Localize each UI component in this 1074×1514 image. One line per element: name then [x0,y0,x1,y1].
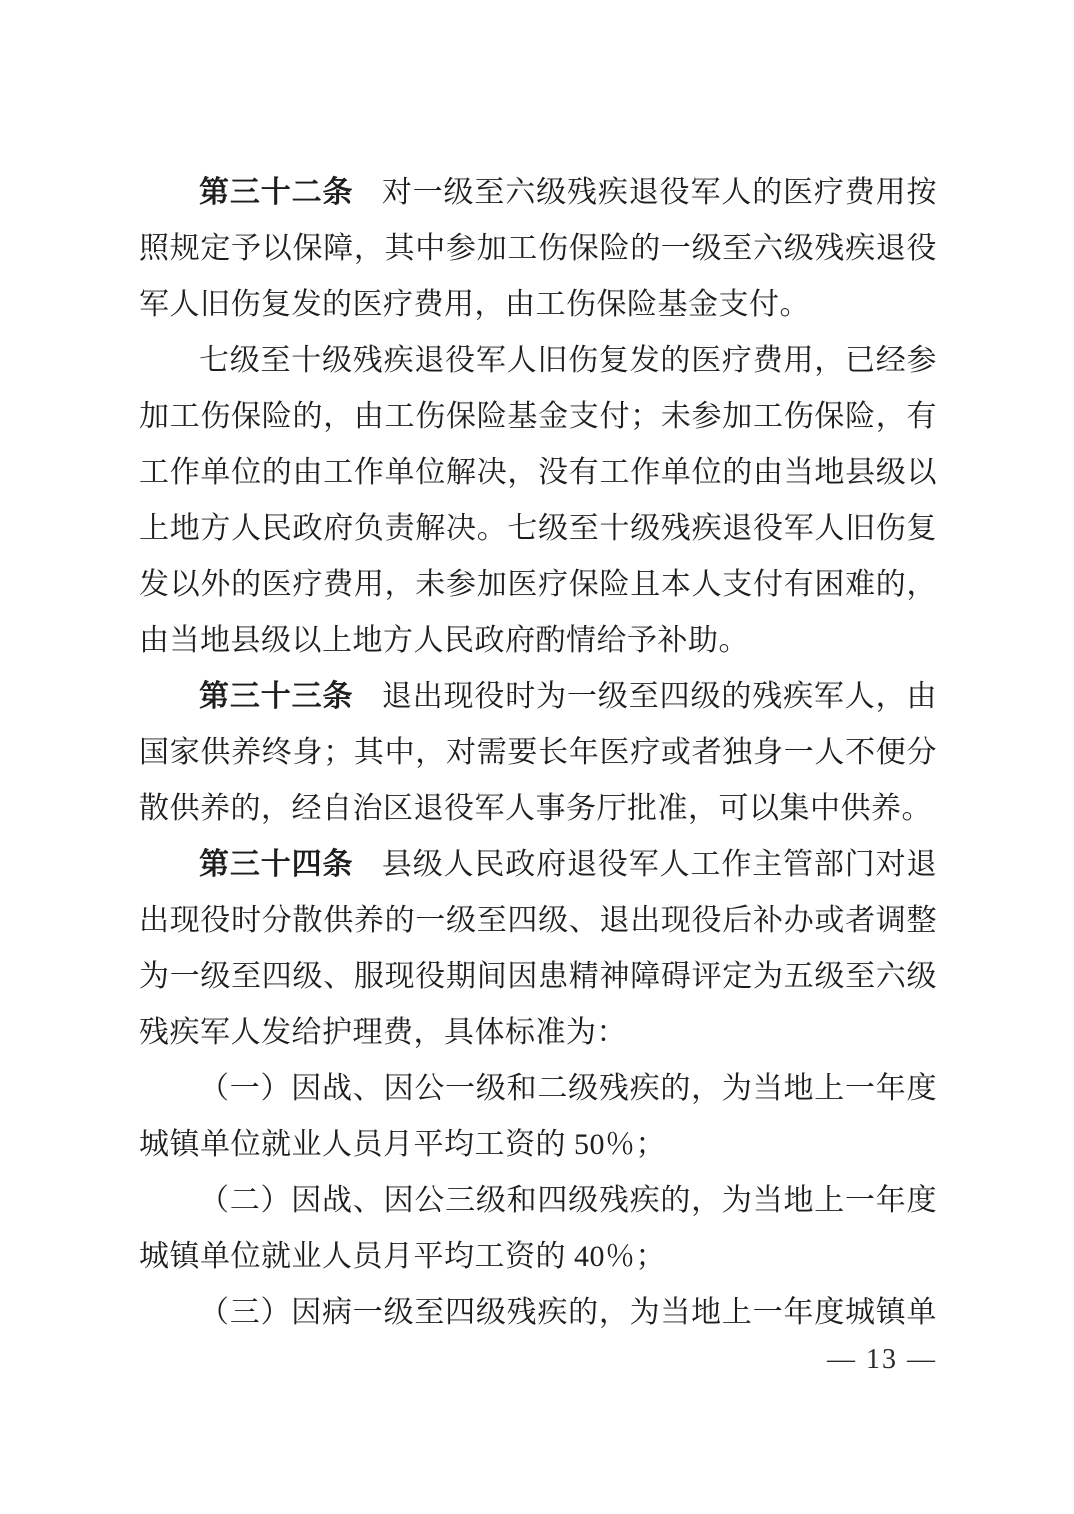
text-line: （二）因战、因公三级和四级残疾的，为当地上一年度 [199,1184,937,1217]
paragraph [139,333,937,669]
page-footer [827,1340,937,1380]
paragraph [139,1285,937,1341]
text-line: （三）因病一级至四级残疾的，为当地上一年度城镇单 [199,1296,937,1329]
text-line: 七级至十级残疾退役军人旧伤复发的医疗费用，已经参 [199,344,937,377]
text-line: 国家供养终身；其中，对需要长年医疗或者独身一人不便分 [139,736,937,769]
text-line: 上地方人民政府负责解决。七级至十级残疾退役军人旧伤复 [139,512,937,545]
text-line: 第三十二条 对一级至六级残疾退役军人的医疗费用按 [199,176,938,209]
document-body [139,165,937,1341]
article-paragraph [139,165,937,333]
text-line: 散供养的，经自治区退役军人事务厅批准，可以集中供养。 [139,792,932,825]
article-paragraph [139,837,937,1061]
text-line: 加工伤保险的，由工伤保险基金支付；未参加工伤保险，有 [139,400,937,433]
text-line: 出现役时分散供养的一级至四级、退出现役后补办或者调整 [139,904,937,937]
paragraph [139,1061,937,1173]
text-line: 为一级至四级、服现役期间因患精神障碍评定为五级至六级 [139,960,937,993]
text-line: 城镇单位就业人员月平均工资的 50％； [139,1128,666,1161]
article-paragraph [139,669,937,837]
text-line: （一）因战、因公一级和二级残疾的，为当地上一年度 [199,1072,937,1105]
page-number: — 13 — [827,1344,937,1375]
article-number: 第三十三条 [199,680,354,713]
text-line: 照规定予以保障，其中参加工伤保险的一级至六级残疾退役 [139,232,937,265]
text-line: 第三十三条 退出现役时为一级至四级的残疾军人，由 [199,680,938,713]
article-number: 第三十二条 [199,176,354,209]
article-number: 第三十四条 [199,848,354,881]
text-line: 发以外的医疗费用，未参加医疗保险且本人支付有困难的， [139,568,937,601]
text-line: 工作单位的由工作单位解决，没有工作单位的由当地县级以 [139,456,937,489]
text-line: 由当地县级以上地方人民政府酌情给予补助。 [139,624,749,657]
text-line: 残疾军人发给护理费，具体标准为： [139,1016,627,1049]
text-line: 第三十四条 县级人民政府退役军人工作主管部门对退 [199,848,938,881]
text-line: 城镇单位就业人员月平均工资的 40％； [139,1240,666,1273]
text-line: 军人旧伤复发的医疗费用，由工伤保险基金支付。 [139,288,810,321]
paragraph [139,1173,937,1285]
